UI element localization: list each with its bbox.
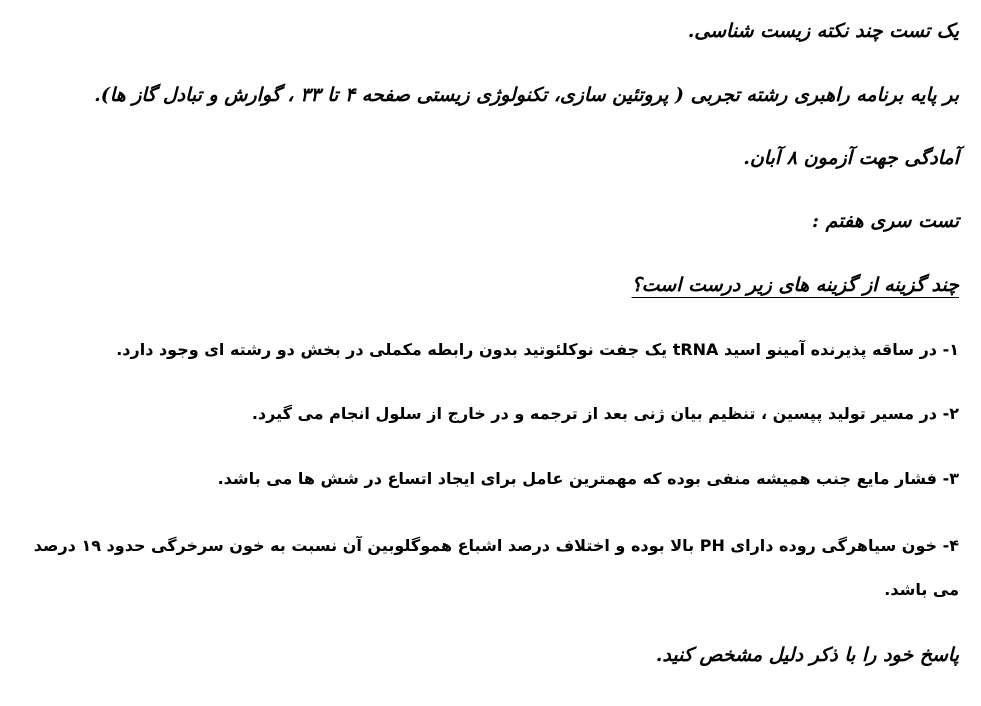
option-3: ۳- فشار مایع جنب همیشه منفی بوده که مهمترین عامل برای ایجاد اتساع در شش ها می باشد. — [217, 469, 959, 488]
answer-instruction: پاسخ خود را با ذکر دلیل مشخص کنید. — [655, 644, 959, 666]
exam-prep-note: آمادگی جهت آزمون ۸ آبان. — [743, 147, 959, 169]
document-title: یک تست چند نکته زیست شناسی. — [687, 20, 959, 42]
series-label: تست سری هفتم : — [811, 210, 959, 232]
option-4: ۴- خون سیاهرگی روده دارای PH بالا بوده و اختلاف درصد اشباع هموگلوبین آن نسبت به خون سرخرگی حدود ۱۹ درصد — [33, 536, 959, 555]
option-4-continuation: می باشد. — [884, 580, 959, 599]
question-underlined-text: چند گزینه از گزینه های زیر درست است؟ — [631, 274, 959, 296]
question-text — [22, 274, 959, 298]
document-scope: بر پایه برنامه راهبری رشته تجربی ( پروتئین سازی، تکنولوژی زیستی صفحه ۴ تا ۳۳ ، گوارش و تبادل گاز ها). — [94, 84, 959, 106]
option-2: ۲- در مسیر تولید پپسین ، تنظیم بیان ژنی بعد از ترجمه و در خارج از سلول انجام می گیرد. — [251, 404, 959, 423]
option-1: ۱- در ساقه پذیرنده آمینو اسید tRNA یک جفت نوکلئوتید بدون رابطه مکملی در بخش دو رشته ای وجود دارد. — [116, 340, 959, 359]
